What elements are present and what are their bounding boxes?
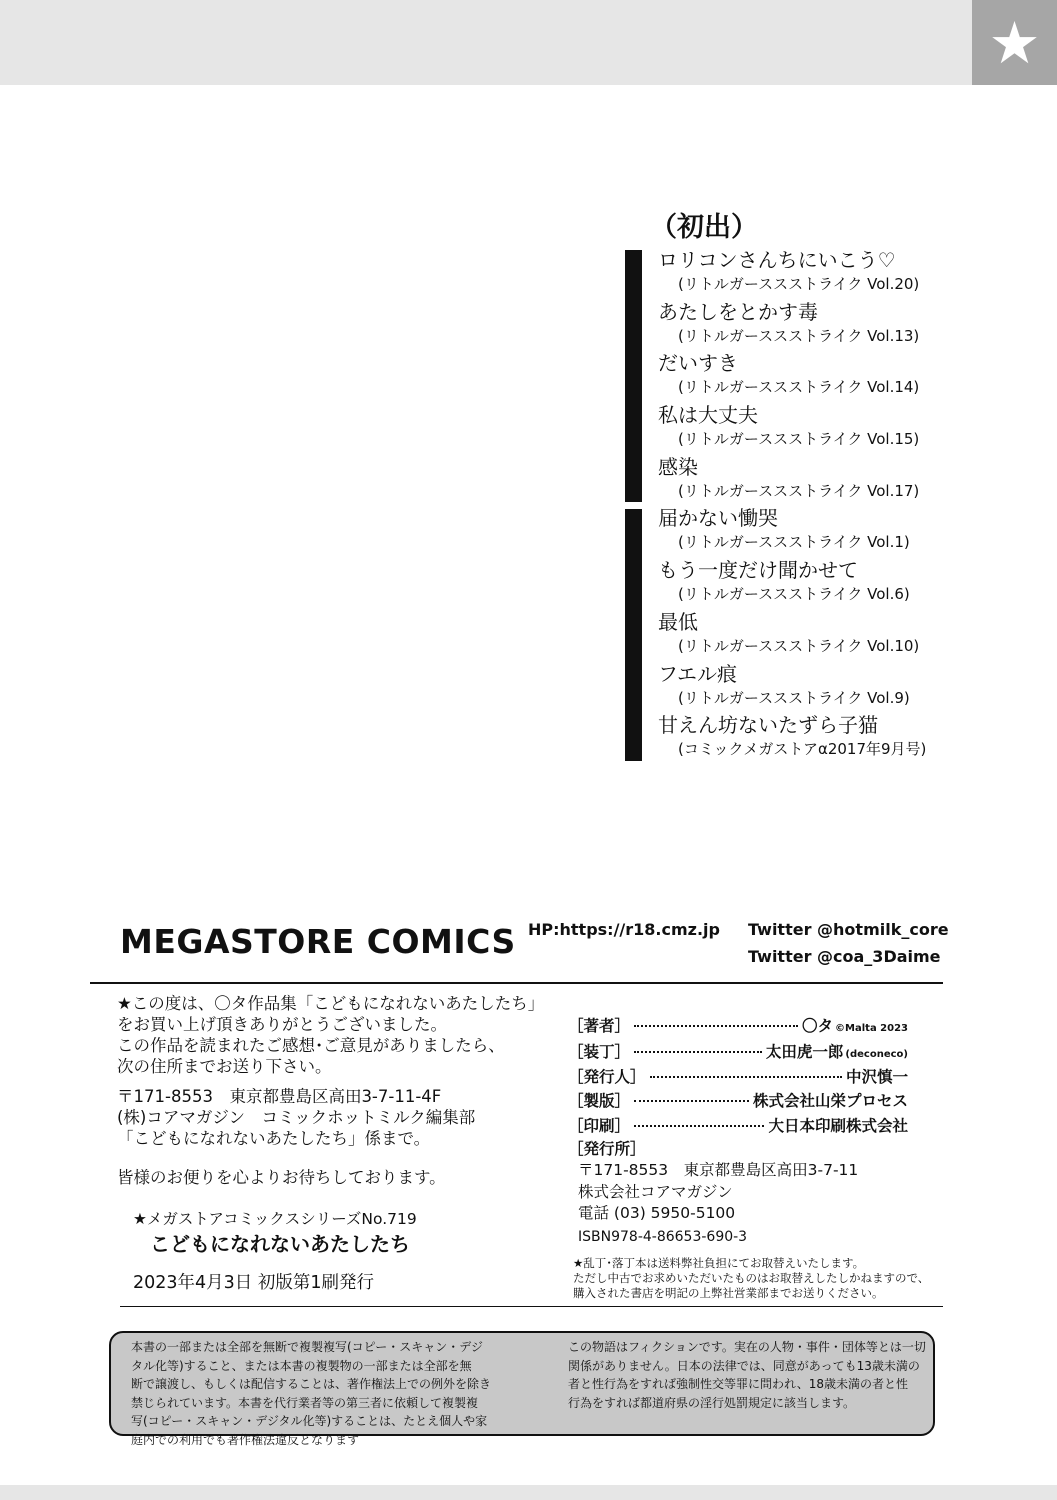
- credit-author: ［著者］ 〇タ ©Malta 2023: [568, 1017, 908, 1035]
- isbn: ISBN978-4-86653-690-3: [578, 1229, 748, 1245]
- letter-line-2: をお買い上げ頂きありがとうございました。: [117, 1015, 447, 1034]
- book-title: こどもになれないあたしたち: [150, 1232, 410, 1256]
- work-list: [658, 247, 926, 764]
- list-item: 甘えん坊ないたずら子猫 (コミックメガストアα2017年9月号): [658, 713, 927, 759]
- twitter-link-1[interactable]: Twitter @hotmilk_core: [748, 920, 949, 939]
- list-item: ロリコンさんちにいこう♡ (リトルガーススストライク Vol.20): [658, 248, 920, 293]
- letter-line-3: この作品を読まれたご感想･ご意見がありましたら、: [117, 1036, 505, 1055]
- credit-plate: ［製版］ 株式会社山栄プロセス: [568, 1092, 908, 1110]
- copyright-notice: 本書の一部または全部を無断で複製複写(コピー・スキャン・デジ タル化等)すること、または本書の複製物の一部または全部を無 断で譲渡し、もしくは配信することは、著作権法上での例外を除き 禁じられています。本書を代行業者等の第三者に依頼して複製複 写(コピー・スキャン・デジタル化等)することは、たとえ個人や家 庭内での利用でも著作権法違反となります: [131, 1340, 492, 1447]
- office-address: 〒171-8553 東京都豊島区高田3-7-11: [578, 1161, 859, 1179]
- bottom-gray-band: [0, 1485, 1057, 1500]
- list-item: 最低 (リトルガーススストライク Vol.10): [658, 609, 920, 655]
- star-icon: ★: [988, 8, 1041, 77]
- top-gray-band: [0, 0, 972, 85]
- list-item: 感染 (リトルガーススストライク Vol.17): [658, 454, 920, 500]
- letter-line-4: 次の住所までお送り下さい。: [117, 1057, 332, 1076]
- credit-design: ［装丁］ 太田虎一郎 (deconeco): [568, 1043, 908, 1061]
- mail-address-1: 〒171-8553 東京都豊島区高田3-7-11-4F: [117, 1087, 442, 1106]
- publish-date: 2023年4月3日 初版第1刷発行: [133, 1273, 375, 1293]
- office-phone: 電話 (03) 5950-5100: [578, 1204, 736, 1222]
- legal-notice-box: [109, 1331, 935, 1447]
- vertical-bar-top: [625, 250, 642, 502]
- letter-line-1: ★この度は、〇タ作品集「こどもになれないあたしたち」: [117, 994, 545, 1013]
- credit-print: ［印刷］ 大日本印刷株式会社: [568, 1117, 908, 1135]
- list-item: だいすき (リトルガーススストライク Vol.14): [658, 351, 920, 397]
- replacement-note-2: ただし中古でお求めいただいたものはお取替えしたしかねますので、: [573, 1271, 930, 1285]
- divider: [120, 1306, 943, 1307]
- divider: [90, 982, 943, 984]
- series-number: ★メガストアコミックスシリーズNo.719: [133, 1210, 417, 1228]
- twitter-link-2[interactable]: Twitter @coa_3Daime: [748, 947, 941, 966]
- list-item: 届かない慟哭 (リトルガーススストライク Vol.1): [658, 506, 910, 552]
- list-item: フエル痕 (リトルガーススストライク Vol.9): [658, 661, 910, 707]
- list-item: あたしをとかす毒 (リトルガーススストライク Vol.13): [658, 299, 920, 345]
- list-item: もう一度だけ聞かせて (リトルガーススストライク Vol.6): [658, 558, 910, 604]
- first-appearance-heading: （初出）: [650, 212, 758, 243]
- letter-closing: 皆様のお便りを心よりお待ちしております。: [117, 1168, 446, 1187]
- homepage-link[interactable]: HP:https://r18.cmz.jp: [528, 920, 720, 939]
- imprint-logo: MEGASTORE COMICS: [120, 922, 516, 961]
- office-company: 株式会社コアマガジン: [578, 1183, 733, 1201]
- credit-office-label: ［発行所］: [568, 1140, 646, 1158]
- replacement-note-1: ★乱丁･落丁本は送料弊社負担にてお取替えいたします。: [573, 1256, 865, 1270]
- fiction-notice: この物語はフィクションです。実在の人物・事件・団体等とは一切 関係がありません。日本の法律では、同意があっても13歳未満の 者と性行為をすれば強制性交等罪に問われ、18歳未満の者と性 行為をすれば都道府県の淫行処罰規定に該当します。: [568, 1340, 926, 1410]
- mail-address-2: (株)コアマガジン コミックホットミルク編集部: [117, 1108, 476, 1127]
- corner-star-box: [972, 0, 1057, 85]
- replacement-note-3: 購入された書店を明記の上弊社営業部までお送りください。: [573, 1286, 884, 1300]
- mail-address-3: 「こどもになれないあたしたち」係まで。: [117, 1129, 431, 1148]
- credit-publisher: ［発行人］ 中沢慎一: [568, 1068, 908, 1086]
- list-item: 私は大丈夫 (リトルガーススストライク Vol.15): [658, 403, 920, 449]
- vertical-bar-bottom: [625, 509, 642, 761]
